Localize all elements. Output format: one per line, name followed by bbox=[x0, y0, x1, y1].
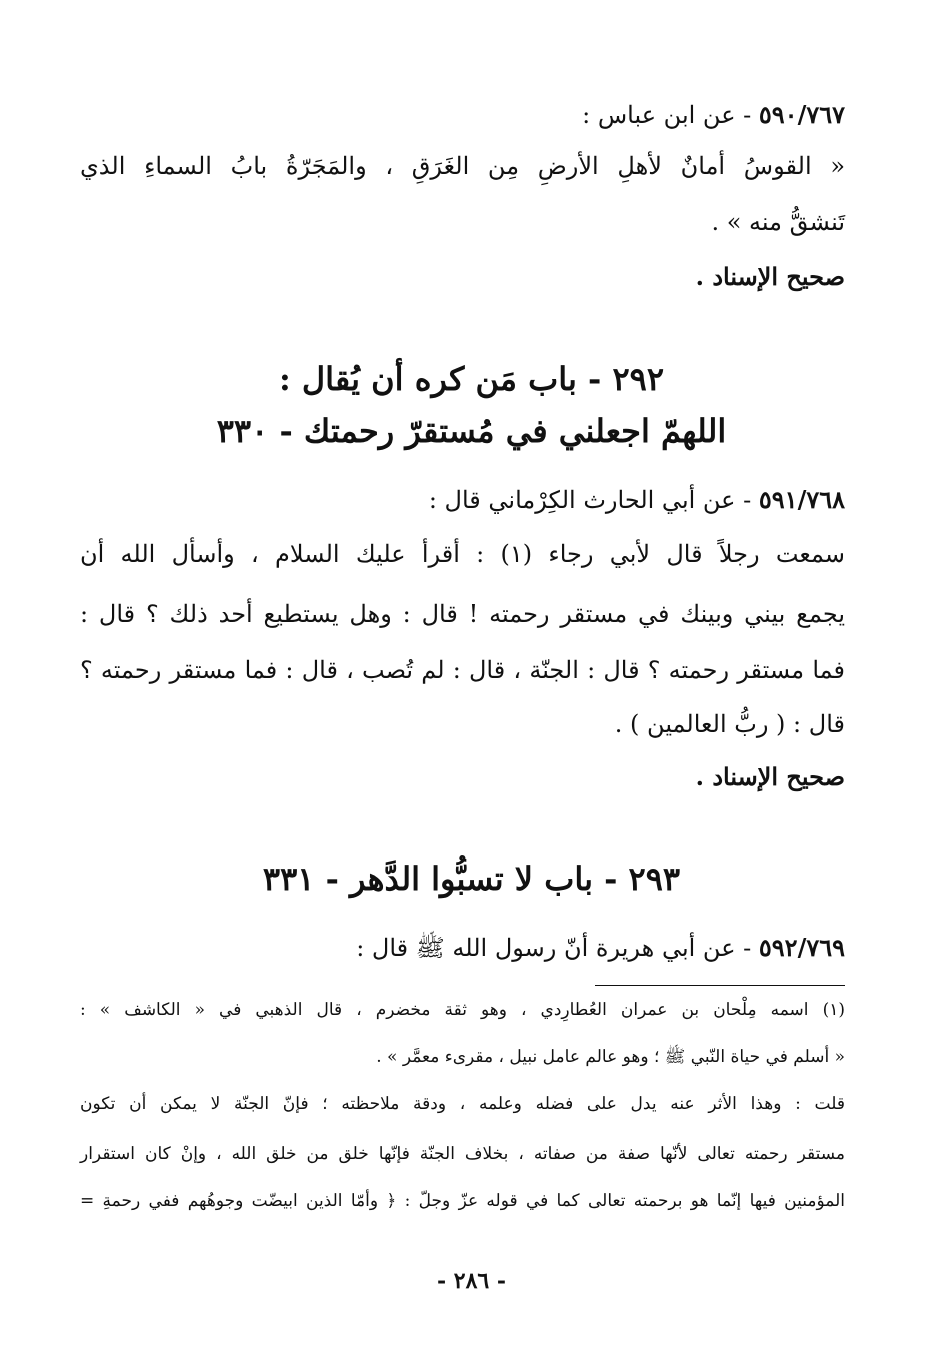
footnote-line: (١) اسمه مِلْحان بن عمران العُطارِدي ، وهو ثقة مخضرم ، قال الذهبي في « الكاشف » : bbox=[80, 1000, 845, 1020]
hadith-number: ٥٩٠/٧٦٧ bbox=[758, 100, 845, 129]
hadith-591-text-line: فما مستقر رحمته ؟ قال : الجنّة ، قال : لم تُصب ، قال : فما مستقر رحمته ؟ bbox=[80, 656, 845, 684]
hadith-intro: - عن ابن عباس : bbox=[582, 101, 752, 129]
chapter-292-title-continued: اللهمّ اجعلني في مُستقرّ رحمتك - ٣٣٠ bbox=[216, 412, 727, 450]
hadith-intro: - عن أبي الحارث الكِرْماني قال : bbox=[428, 486, 752, 514]
footnote-line: المؤمنين فيها إنّما هو برحمته تعالى كما في قوله عزّ وجلّ : ﴿ وأمّا الذين ابيضّت وجوهُهم ففي رحمةِ = bbox=[80, 1191, 845, 1211]
hadith-590-text-line: تَنشقُّ منه » . bbox=[711, 208, 845, 236]
hadith-591-text-line: سمعت رجلاً قال لأبي رجاء (١) : أقرأ عليك السلام ، وأسأل الله أن bbox=[80, 540, 845, 568]
hadith-592-heading bbox=[80, 933, 845, 968]
hadith-number: ٥٩٢/٧٦٩ bbox=[758, 933, 845, 962]
hadith-591-grade: صحيح الإسناد . bbox=[695, 762, 845, 791]
hadith-intro: - عن أبي هريرة أنّ رسول الله ﷺ قال : bbox=[356, 934, 752, 962]
hadith-591-heading bbox=[80, 485, 845, 514]
hadith-590-heading bbox=[80, 100, 845, 129]
footnote-line: مستقر رحمته تعالى لأنّها صفة من صفاته ، بخلاف الجنّة فإنّها خلق من خلق الله ، وإنْ كان استقرار bbox=[80, 1144, 845, 1164]
footnote-line: قلت : وهذا الأثر عنه يدل على فضله وعلمه ، ودقة ملاحظته ؛ فإنّ الجنّة لا يمكن أن تكون bbox=[80, 1094, 845, 1114]
hadith-591-text-line: يجمع بيني وبينك في مستقر رحمته ! قال : وهل يستطيع أحد ذلك ؟ قال : bbox=[80, 600, 845, 628]
hadith-590-grade: صحيح الإسناد . bbox=[695, 262, 845, 291]
hadith-number: ٥٩١/٧٦٨ bbox=[758, 485, 845, 514]
footnote-separator bbox=[595, 985, 845, 986]
hadith-591-text-line: قال : ( ربُّ العالمين ) . bbox=[614, 710, 845, 738]
chapter-292-title: ٢٩٢ - باب مَن كره أن يُقال : bbox=[278, 360, 665, 398]
hadith-590-text-line: « القوسُ أمانٌ لأهلِ الأرضِ مِن الغَرَقِ ، والمَجَرّةُ بابُ السماءِ الذي bbox=[80, 152, 846, 180]
page-number: - ٢٨٦ - bbox=[436, 1268, 507, 1294]
chapter-293-title: ٢٩٣ - باب لا تسبُّوا الدَّهر - ٣٣١ bbox=[262, 860, 681, 898]
footnote-line: « أسلم في حياة النّبي ﷺ ؛ وهو عالم عامل نبيل ، مقرىء معمَّر » . bbox=[376, 1047, 845, 1067]
